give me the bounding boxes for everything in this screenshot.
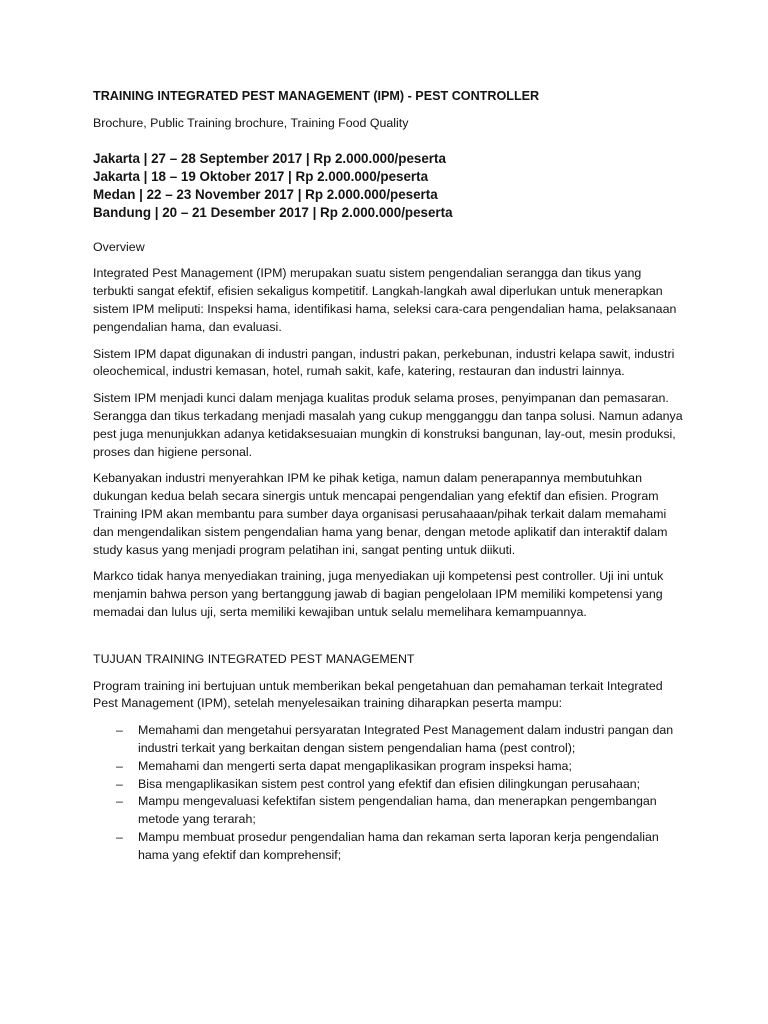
list-item (93, 829, 683, 865)
bullet-dash: – (116, 829, 123, 844)
schedule-line: Bandung | 20 – 21 Desember 2017 | Rp 2.000.000/peserta (93, 204, 453, 220)
document-page (93, 88, 683, 865)
overview-paragraph: Sistem IPM menjadi kunci dalam menjaga kualitas produk selama proses, penyimpanan dan pemasaran. Serangga dan tikus terkadang menjadi masalah yang cukup mengganggu dan tanpa solusi. Namun adanya pest juga menunjukkan adanya ketidaksesuaian mungkin di konstruksi bangunan, lay-out, mesin produksi, proses dan higiene personal. (93, 391, 683, 459)
tujuan-intro: Program training ini bertujuan untuk memberikan bekal pengetahuan dan pemahaman terkait Integrated Pest Management (IPM), setelah menyelesaikan training diharapkan peserta mampu: (93, 678, 663, 711)
schedule-line: Jakarta | 18 – 19 Oktober 2017 | Rp 2.000.000/peserta (93, 168, 429, 184)
list-item (93, 758, 683, 776)
section-spacer (93, 631, 683, 651)
training-schedule (93, 150, 683, 222)
schedule-line: Jakarta | 27 – 28 September 2017 | Rp 2.000.000/peserta (93, 150, 446, 166)
list-item (93, 793, 683, 829)
bullet-dash: – (116, 758, 123, 773)
overview-paragraph: Sistem IPM dapat digunakan di industri pangan, industri pakan, perkebunan, industri kelapa sawit, industri oleochemical, industri kemasan, hotel, rumah sakit, kafe, katering, restauran dan industri lainnya. (93, 346, 675, 379)
overview-paragraph: Kebanyakan industri menyerahkan IPM ke pihak ketiga, namun dalam penerapannya membutuhkan dukungan kedua belah secara sinergis untuk mencapai pengendalian yang efektif dan efisien. Program Training IPM akan membantu para sumber daya organisasi perusahaaan/pihak terkait dalam memahami dan mengendalikan sistem pengendalian hama yang benar, dengan metode aplikatif dan interaktif dalam study kasus yang menjadi program pelatihan ini, sangat penting untuk diikuti. (93, 471, 668, 557)
list-item (93, 776, 683, 794)
bullet-dash: – (116, 776, 123, 791)
list-item-text: Mampu membuat prosedur pengendalian hama dan rekaman serta laporan kerja pengendalian hama yang efektif dan komprehensif; (138, 829, 659, 862)
schedule-line: Medan | 22 – 23 November 2017 | Rp 2.000.000/peserta (93, 186, 438, 202)
tujuan-list (93, 722, 683, 864)
document-title: TRAINING INTEGRATED PEST MANAGEMENT (IPM) - PEST CONTROLLER (93, 89, 540, 103)
overview-paragraph: Markco tidak hanya menyediakan training, juga menyediakan uji kompetensi pest controller. Uji ini untuk menjamin bahwa person yang bertanggung jawab di bagian pengelolaan IPM memiliki kompetensi yang memadai dan lulus uji, serta memiliki kewajiban untuk selalu memelihara kemampuannya. (93, 569, 664, 619)
overview-paragraph: Integrated Pest Management (IPM) merupakan suatu sistem pengendalian serangga dan tikus yang terbukti sangat efektif, efisien sekaligus kompetitif. Langkah-langkah awal diperlukan untuk menerapkan sistem IPM meliputi: Inspeksi hama, identifikasi hama, seleksi cara-cara pengendalian hama, pelaksanaan pengendalian hama, dan evaluasi. (93, 266, 677, 334)
bullet-dash: – (116, 794, 123, 809)
bullet-dash: – (116, 723, 123, 738)
document-subtitle: Brochure, Public Training brochure, Training Food Quality (93, 115, 409, 130)
list-item-text: Bisa mengaplikasikan sistem pest control yang efektif dan efisien dilingkungan perusahaan; (138, 776, 641, 791)
tujuan-heading: TUJUAN TRAINING INTEGRATED PEST MANAGEMENT (93, 651, 415, 666)
list-item-text: Memahami dan mengetahui persyaratan Integrated Pest Management dalam industri pangan dan industri terkait yang berkaitan dengan sistem pengendalian hama (pest control); (138, 723, 674, 755)
list-item-text: Memahami dan mengerti serta dapat mengaplikasikan program inspeksi hama; (138, 758, 572, 773)
list-item-text: Mampu mengevaluasi kefektifan sistem pengendalian hama, dan menerapkan pengembangan metode yang terarah; (138, 794, 657, 827)
list-item (93, 722, 683, 758)
overview-heading: Overview (93, 239, 145, 254)
